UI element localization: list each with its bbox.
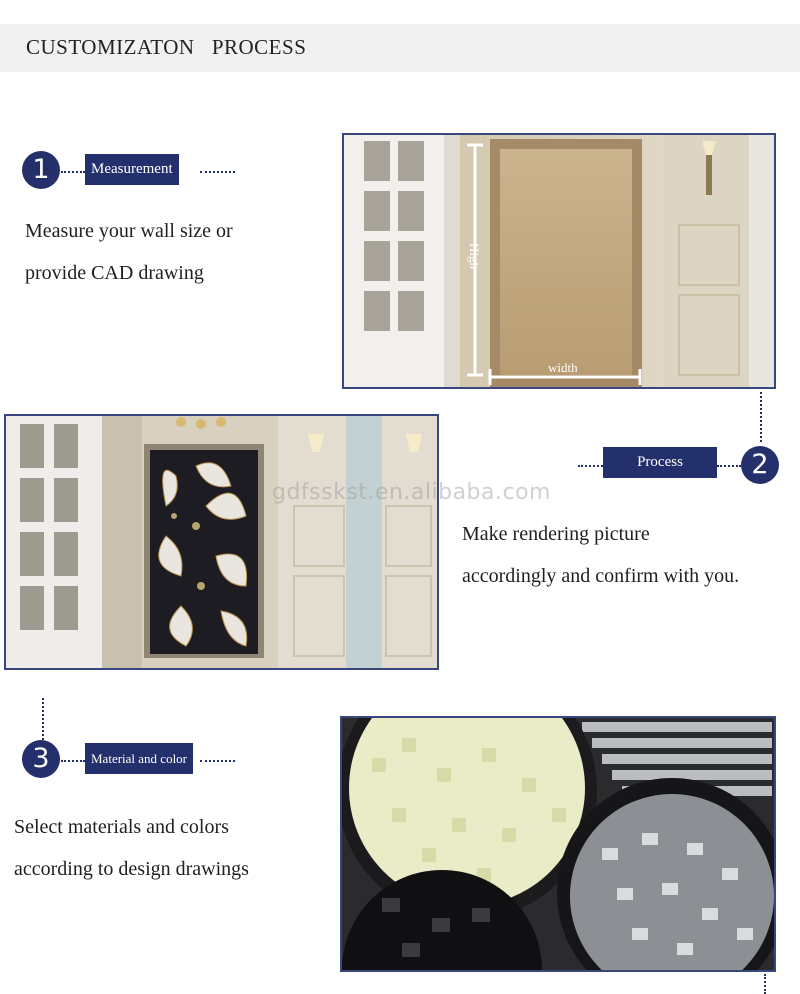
- step-2-number: 2: [741, 446, 779, 484]
- step-3-connector-top: [42, 698, 44, 740]
- step-1-description-line: Measure your wall size or: [25, 220, 233, 242]
- step-3-description-line: according to design drawings: [14, 858, 249, 880]
- width-measure-label: width: [548, 360, 578, 375]
- step-3-description-line: Select materials and colors: [14, 816, 229, 838]
- step-3-connector-bottom: [764, 974, 766, 994]
- step-1-label: Measurement: [85, 154, 179, 185]
- height-measure-label: High: [467, 243, 482, 269]
- step-3-label: Material and color: [85, 743, 193, 774]
- step-3-connector-left: [61, 760, 85, 762]
- materials-photo: [340, 716, 776, 972]
- step-2-label: Process: [603, 447, 717, 478]
- step-2-description: [462, 513, 739, 597]
- measurement-photo: [342, 133, 776, 389]
- page-title: CUSTOMIZATON PROCESS: [26, 35, 307, 59]
- step-2-connector-right: [717, 465, 741, 467]
- step-1-number: 1: [22, 151, 60, 189]
- rendering-photo: [4, 414, 439, 670]
- step-1-description: [25, 210, 233, 294]
- step-3-number: 3: [22, 740, 60, 778]
- step-1-description-line: provide CAD drawing: [25, 262, 204, 284]
- step-3-description: [14, 806, 249, 890]
- step-1-connector-left: [61, 171, 85, 173]
- step-2-description-line: Make rendering picture: [462, 523, 650, 545]
- step-2-connector-top: [760, 392, 762, 442]
- step-1-connector-right: [200, 171, 235, 173]
- step-3-connector-right: [200, 760, 235, 762]
- watermark-text: gdfsskst.en.alibaba.com: [272, 480, 551, 505]
- step-2-connector-left: [578, 465, 603, 467]
- step-2-description-line: accordingly and confirm with you.: [462, 565, 740, 587]
